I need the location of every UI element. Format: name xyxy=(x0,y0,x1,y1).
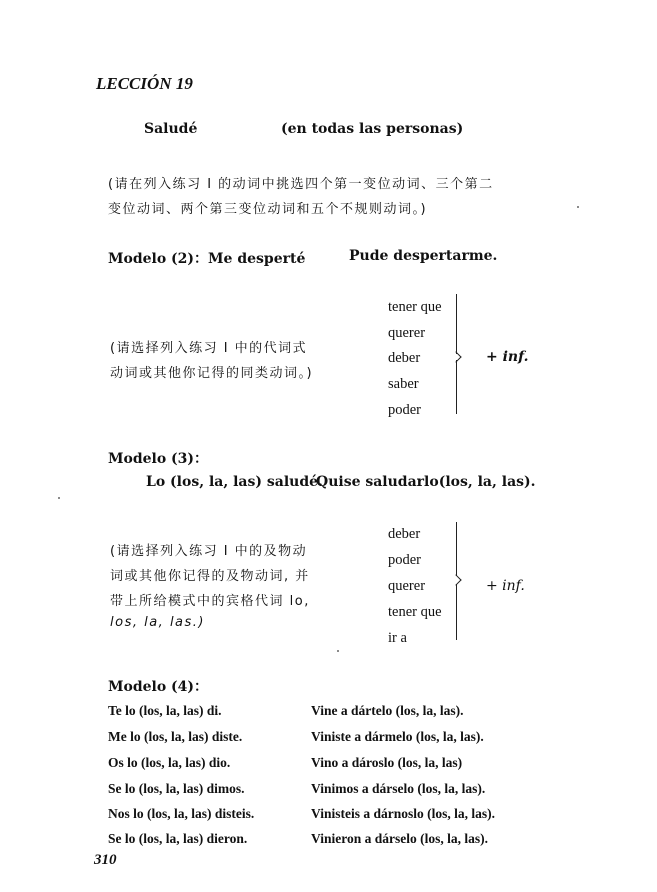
verb-item: deber xyxy=(388,350,421,366)
example-left: Se lo (los, la, las) dieron. xyxy=(108,831,248,846)
instruction-3-line-3: 带上所给模式中的宾格代词 lo, xyxy=(110,594,310,609)
brace-bottom-3 xyxy=(450,584,457,640)
model-2-answer: Pude despertarme. xyxy=(349,248,498,264)
verb-item: poder xyxy=(388,552,422,568)
verb-item: poder xyxy=(388,402,422,418)
verb-item: ir a xyxy=(388,630,407,646)
model-2-label: Modelo (2)：Me desperté xyxy=(108,251,306,267)
example-right: Viniste a dármelo (los, la, las). xyxy=(311,729,484,744)
example-right: Vinieron a dárselo (los, la, las). xyxy=(311,831,489,846)
example-left: Me lo (los, la, las) diste. xyxy=(108,729,243,744)
instruction-3-line-4: los, la, las.) xyxy=(110,615,206,630)
brace-bottom-2 xyxy=(450,360,457,414)
example-left: Se lo (los, la, las) dimos. xyxy=(108,781,245,796)
page-number: 310 xyxy=(94,852,117,868)
example-left: Nos lo (los, la, las) disteis. xyxy=(108,806,255,821)
verb-item: tener que xyxy=(388,299,442,315)
verb-item: saber xyxy=(388,376,419,392)
speck-mark xyxy=(337,650,339,652)
brace-top-3 xyxy=(450,522,457,576)
lesson-title: LECCIÓN 19 xyxy=(96,74,193,93)
verb-item: deber xyxy=(388,526,421,542)
speck-mark xyxy=(58,497,60,499)
plus-inf-text: + inf. xyxy=(486,349,529,365)
instruction-1-line-2: 变位动词、两个第三变位动词和五个不规则动词。) xyxy=(108,202,428,217)
speck-mark xyxy=(577,206,579,208)
instruction-3-line-2: 词或其他你记得的及物动词, 并 xyxy=(110,569,310,584)
instruction-2-line-1: (请选择列入练习 I 中的代词式 xyxy=(110,341,308,356)
plus-inf-3 xyxy=(486,578,525,594)
example-left: Te lo (los, la, las) di. xyxy=(108,703,222,718)
verb-item: tener que xyxy=(388,604,442,620)
brace-top-2 xyxy=(450,294,457,354)
prompt-word: Saludé xyxy=(144,121,198,137)
instruction-1-line-1: (请在列入练习 I 的动词中挑选四个第一变位动词、三个第二 xyxy=(108,177,494,192)
verb-item: querer xyxy=(388,325,426,341)
example-right: Vino a dároslo (los, la, las) xyxy=(311,755,463,770)
example-right: Vinimos a dárselo (los, la, las). xyxy=(311,781,486,796)
instruction-2-line-2: 动词或其他你记得的同类动词。) xyxy=(110,366,314,381)
verb-item: querer xyxy=(388,578,426,594)
model-3-label: Modelo (3)： xyxy=(108,451,209,467)
plus-inf-2 xyxy=(486,349,529,365)
prompt-note: (en todas las personas) xyxy=(281,121,464,137)
example-right: Vine a dártelo (los, la, las). xyxy=(311,703,464,718)
example-right: Vinisteis a dárnoslo (los, la, las). xyxy=(311,806,496,821)
model-3-answer: Quise saludarlo(los, la, las). xyxy=(316,474,536,490)
instruction-3-line-1: (请选择列入练习 I 中的及物动 xyxy=(110,544,308,559)
plus-inf-text: + inf. xyxy=(486,578,525,594)
example-left: Os lo (los, la, las) dio. xyxy=(108,755,231,770)
model-4-label: Modelo (4)： xyxy=(108,679,209,695)
model-3-prefix: Lo (los, la, las) saludé. xyxy=(146,474,323,490)
